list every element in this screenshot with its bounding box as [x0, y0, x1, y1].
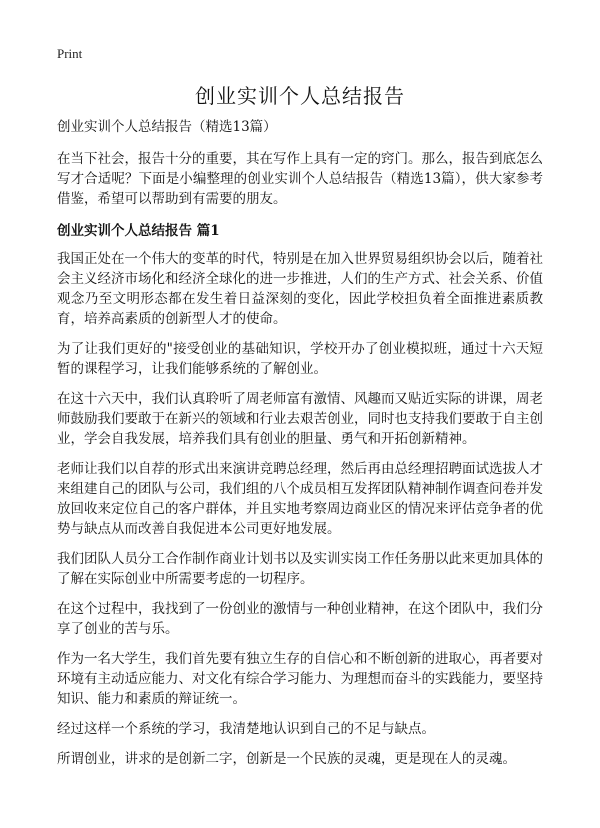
paragraph-9: 所谓创业，讲求的是创新二字，创新是一个民族的灵魂，更是现在人的灵魂。: [57, 751, 516, 767]
document-subtitle: 创业实训个人总结报告（精选13篇）: [57, 119, 277, 135]
paragraph-5: 我们团队人员分工合作制作商业计划书以及实训实岗工作任务册以此来更加具体的了解在实际创业中所需要考虑的一切程序。: [57, 551, 543, 587]
section-heading: 创业实训个人总结报告 篇1: [57, 223, 220, 239]
paragraph-8: 经过这样一个系统的学习，我清楚地认识到自己的不足与缺点。: [57, 721, 435, 737]
print-link[interactable]: Print: [57, 46, 83, 61]
page-title: 创业实训个人总结报告: [195, 84, 405, 108]
intro-paragraph: 在当下社会，报告十分的重要，其在写作上具有一定的窍门。那么，报告到底怎么写才合适呢？下面是小编整理的创业实训个人总结报告（精选13篇），供大家参考借鉴，希望可以帮助到有需要的朋友。: [57, 151, 543, 207]
paragraph-2: 为了让我们更好的"接受创业的基础知识，学校开办了创业模拟班，通过十六天短暂的课程学习，让我们能够系统的了解创业。: [57, 341, 543, 377]
document-body: [57, 117, 543, 779]
paragraph-7: 作为一名大学生，我们首先要有独立生存的自信心和不断创新的进取心，再者要对环境有主动适应能力、对文化有综合学习能力、为理想而奋斗的实践能力，要坚持知识、能力和素质的辩证统一。: [57, 651, 543, 707]
paragraph-4: 老师让我们以自荐的形式出来演讲竞聘总经理，然后再由总经理招聘面试选拔人才来组建自己的团队与公司，我们组的八个成员相互发挥团队精神制作调查问卷并发放回收来定位自己的客户群体，并且实地考察周边商业区的情况来评估竞争者的优势与缺点从而改善自我促进本公司更好地发展。: [57, 461, 543, 537]
paragraph-6: 在这个过程中，我找到了一份创业的激情与一种创业精神，在这个团队中，我们分享了创业的苦与乐。: [57, 601, 543, 637]
paragraph-1: 我国正处在一个伟大的变革的时代，特别是在加入世界贸易组织协会以后，随着社会主义经济市场化和经济全球化的进一步推进，人们的生产方式、社会关系、价值观念乃至文明形态都在发生着日益深刻的变化，因此学校担负着全面推进素质教育，培养高素质的创新型人才的使命。: [57, 251, 543, 327]
paragraph-3: 在这十六天中，我们认真聆听了周老师富有激情、风趣而又贴近实际的讲课，周老师鼓励我们要敢于在新兴的领域和行业去艰苦创业，同时也支持我们要敢于自主创业，学会自我发展，培养我们具有创业的胆量、勇气和开拓创新精神。: [57, 391, 543, 447]
